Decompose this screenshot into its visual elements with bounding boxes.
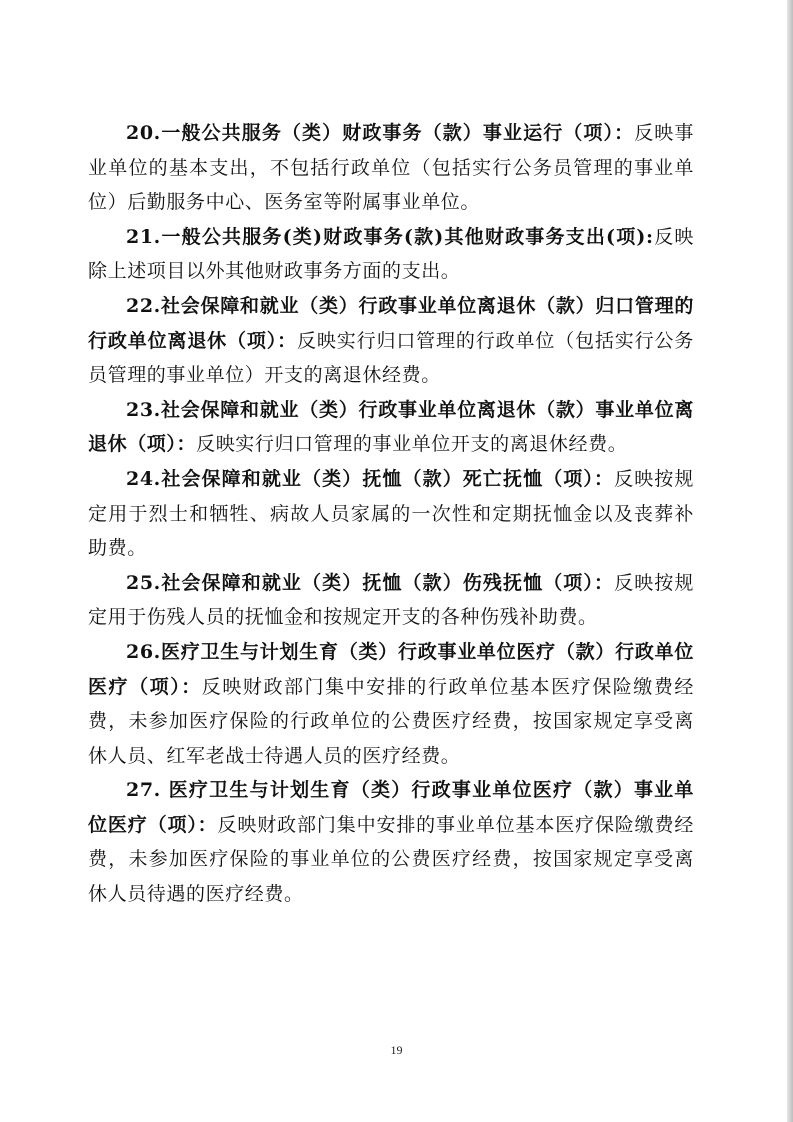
paragraph-text: 反映事业单位的基本支出，不包括行政单位（包括实行公务员管理的事业单位）后勤服务中心、医务室等附属事业单位。 [88, 122, 694, 214]
paragraph-text: 反映除上述项目以外其他财政事务方面的支出。 [88, 225, 695, 283]
paragraph-24 [88, 462, 694, 566]
page-edge-shadow [787, 0, 793, 1122]
paragraph-text: 反映财政部门集中安排的事业单位基本医疗保险缴费经费，未参加医疗保险的事业单位的公费医疗经费，按国家规定享受离休人员待遇的医疗经费。 [88, 813, 694, 906]
paragraph-heading: 21.一般公共服务(类)财政事务(款)其他财政事务支出(项): [126, 225, 654, 248]
paragraph-27 [88, 773, 694, 911]
paragraph-heading: 25.社会保障和就业（类）抚恤（款）伤残抚恤（项）： [126, 571, 615, 594]
paragraph-heading: 26.医疗卫生与计划生育（类）行政事业单位医疗（款）行政单位医疗（项）： [88, 640, 694, 698]
paragraph-heading: 22.社会保障和就业（类）行政事业单位离退休（款）归口管理的行政单位离退休（项）： [88, 294, 694, 352]
paragraph-text: 反映实行归口管理的行政单位（包括实行公务员管理的事业单位）开支的离退休经费。 [88, 329, 694, 387]
paragraph-text: 反映财政部门集中安排的行政单位基本医疗保险缴费经费，未参加医疗保险的行政单位的公费医疗经费，按国家规定享受离休人员、红军老战士待遇人员的医疗经费。 [88, 675, 694, 767]
paragraph-25 [88, 566, 694, 635]
paragraph-21 [88, 220, 694, 289]
paragraph-text: 反映按规定用于烈士和牺牲、病故人员家属的一次性和定期抚恤金以及丧葬补助费。 [88, 467, 694, 560]
page-number: 19 [390, 1043, 403, 1057]
paragraph-heading: 24.社会保障和就业（类）抚恤（款）死亡抚恤（项）： [126, 467, 615, 490]
paragraph-text: 反映按规定用于伤残人员的抚恤金和按规定开支的各种伤残补助费。 [88, 571, 694, 629]
paragraph-22 [88, 289, 694, 393]
paragraph-text: 反映实行归口管理的事业单位开支的离退休经费。 [196, 433, 628, 456]
paragraph-20 [88, 116, 694, 220]
paragraph-heading: 27. 医疗卫生与计划生育（类）行政事业单位医疗（款）事业单位医疗（项）： [88, 779, 694, 836]
paragraph-23 [88, 393, 694, 462]
document-body [88, 116, 694, 912]
paragraph-heading: 20.一般公共服务（类）财政事务（款）事业运行（项）： [126, 122, 635, 144]
paragraph-26 [88, 635, 694, 773]
paragraph-heading: 23.社会保障和就业（类）行政事业单位离退休（款）事业单位离退休（项）： [88, 398, 694, 456]
